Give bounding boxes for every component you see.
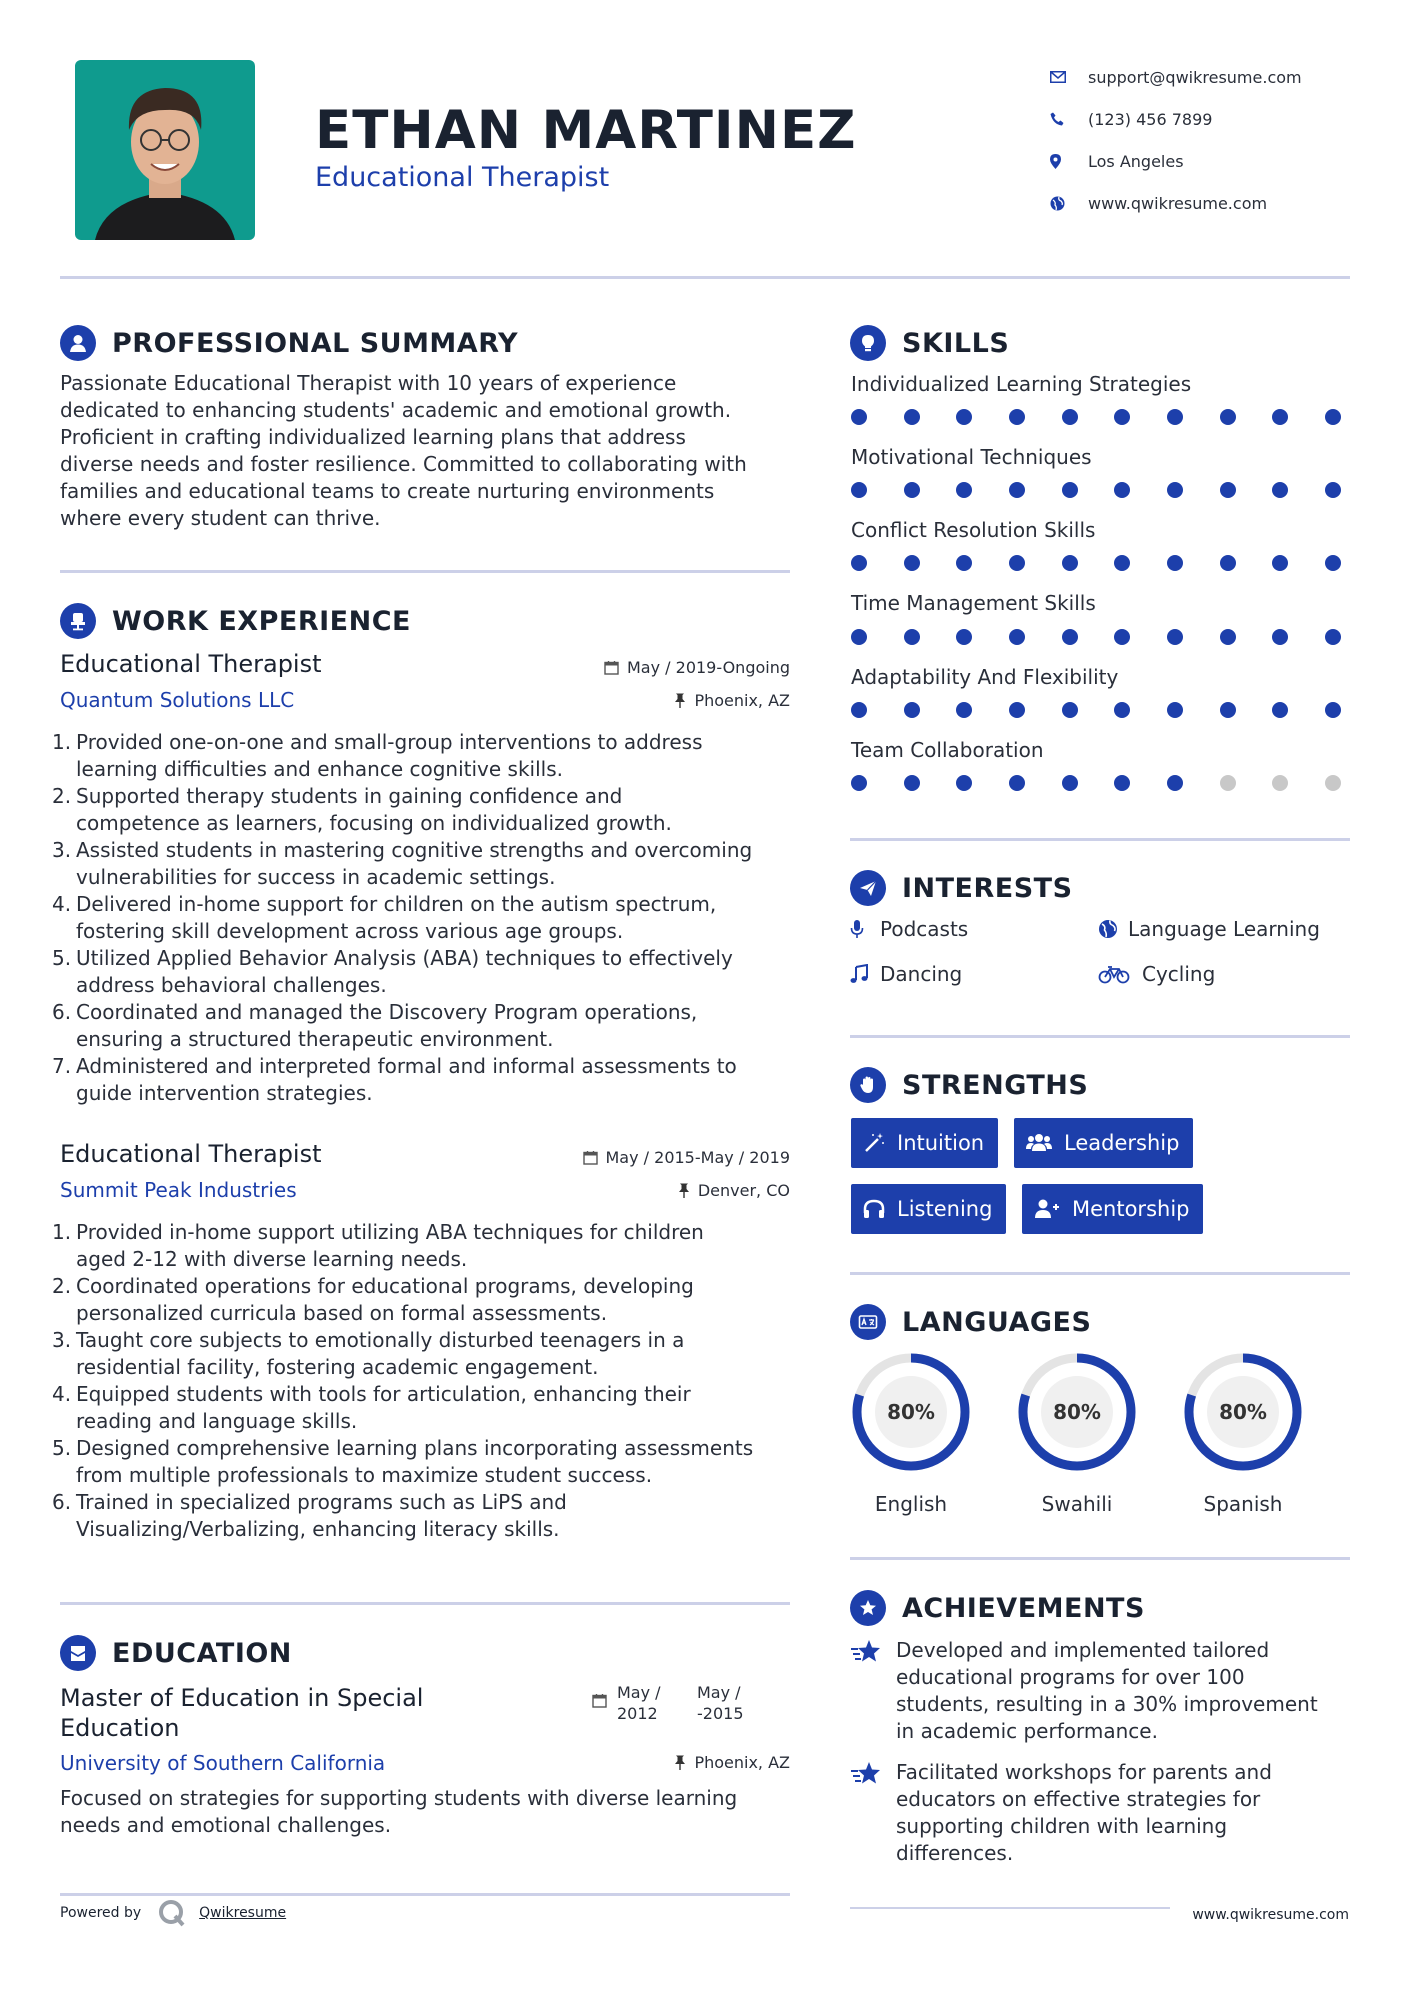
rating-dot-filled bbox=[1009, 555, 1025, 571]
education-date bbox=[592, 1682, 744, 1724]
list-item: 7. Administered and interpreted formal and informal assessments to guide intervention strategies. bbox=[52, 1054, 737, 1105]
degree-line: Master of Education in Special bbox=[60, 1684, 424, 1712]
rating-dot-filled bbox=[1062, 629, 1078, 645]
summary-line: where every student can thrive. bbox=[60, 506, 381, 530]
rating-dot-filled bbox=[1325, 702, 1341, 718]
rating-dot-filled bbox=[904, 409, 920, 425]
microphone-icon bbox=[850, 919, 880, 939]
rating-dot-filled bbox=[851, 555, 867, 571]
list-item: 3. Assisted students in mastering cognitive strengths and overcoming vulnerabilities for success in academic settings. bbox=[52, 838, 753, 889]
rating-dot-filled bbox=[1062, 702, 1078, 718]
rating-dot-filled bbox=[1062, 775, 1078, 791]
rating-dot-filled bbox=[1220, 629, 1236, 645]
contact-phone[interactable] bbox=[1050, 98, 1390, 140]
rating-dot-filled bbox=[851, 702, 867, 718]
svg-text:80%: 80% bbox=[887, 1400, 935, 1424]
rating-dot-filled bbox=[1114, 629, 1130, 645]
education-location bbox=[560, 1753, 790, 1772]
summary-line: Proficient in crafting individualized learning plans that address bbox=[60, 425, 686, 449]
job-title: Educational Therapist bbox=[60, 650, 322, 678]
rating-dot-filled bbox=[851, 775, 867, 791]
rating-dot-filled bbox=[1167, 482, 1183, 498]
rating-dot-filled bbox=[1114, 702, 1130, 718]
rating-dot-filled bbox=[904, 775, 920, 791]
star-badge-icon bbox=[850, 1590, 886, 1626]
globe-icon bbox=[1098, 919, 1128, 939]
skill-rating bbox=[851, 775, 1341, 791]
rating-dot-filled bbox=[1114, 482, 1130, 498]
rating-dot-filled bbox=[904, 702, 920, 718]
rating-dot-filled bbox=[956, 409, 972, 425]
job-date bbox=[560, 658, 790, 677]
language-gauge bbox=[1015, 1350, 1139, 1474]
profile-photo bbox=[75, 60, 255, 240]
interest-podcasts bbox=[850, 917, 968, 941]
language-name: Spanish bbox=[1203, 1492, 1283, 1516]
rating-dot-filled bbox=[1062, 409, 1078, 425]
language-spanish bbox=[1181, 1350, 1305, 1516]
achievement-item: Facilitated workshops for parents and educators on effective strategies for supporting children with learning differences. bbox=[850, 1759, 1350, 1867]
users-icon bbox=[1026, 1132, 1052, 1154]
map-pin-icon bbox=[1050, 154, 1088, 169]
rating-dot-filled bbox=[1167, 775, 1183, 791]
list-item: 1. Provided one-on-one and small-group interventions to address learning difficulties and enhance cognitive skills. bbox=[52, 730, 703, 781]
briefcase-chair-icon bbox=[60, 603, 96, 639]
strength-chip-intuition bbox=[851, 1118, 998, 1168]
star-icon bbox=[850, 1759, 896, 1867]
interest-label: Dancing bbox=[880, 962, 963, 986]
list-item: 1. Provided in-home support utilizing ABA techniques for children aged 2-12 with diverse learning needs. bbox=[52, 1220, 704, 1271]
skill-name: Motivational Techniques bbox=[851, 445, 1092, 469]
user-plus-icon bbox=[1034, 1198, 1060, 1220]
achievements-heading-text: ACHIEVEMENTS bbox=[902, 1592, 1145, 1624]
website-text: www.qwikresume.com bbox=[1088, 193, 1268, 213]
section-divider bbox=[850, 1557, 1350, 1560]
rating-dot-filled bbox=[1272, 629, 1288, 645]
rating-dot-filled bbox=[1167, 629, 1183, 645]
rating-dot-filled bbox=[1062, 555, 1078, 571]
phone-text: (123) 456 7899 bbox=[1088, 109, 1213, 129]
skill-name: Adaptability And Flexibility bbox=[851, 665, 1119, 689]
rating-dot-filled bbox=[1325, 555, 1341, 571]
list-item: 2. Coordinated operations for educational programs, developing personalized curricula based on formal assessments. bbox=[52, 1274, 694, 1325]
section-divider bbox=[850, 838, 1350, 841]
job-location bbox=[560, 1181, 790, 1200]
job-date bbox=[560, 1148, 790, 1167]
bicycle-icon bbox=[1098, 964, 1142, 984]
rating-dot-filled bbox=[1114, 775, 1130, 791]
interests-heading bbox=[850, 870, 1073, 906]
star-icon bbox=[850, 1637, 896, 1745]
skill-name: Conflict Resolution Skills bbox=[851, 518, 1096, 542]
rating-dot-filled bbox=[956, 702, 972, 718]
strength-label: Intuition bbox=[897, 1131, 985, 1155]
list-item: 2. Supported therapy students in gaining confidence and competence as learners, focusing on individualized growth. bbox=[52, 784, 672, 835]
skill-rating bbox=[851, 555, 1341, 571]
summary-line: Passionate Educational Therapist with 10 years of experience bbox=[60, 371, 677, 395]
summary-text bbox=[60, 370, 800, 532]
education-location-text: Phoenix, AZ bbox=[694, 1753, 790, 1772]
rating-dot-filled bbox=[1220, 482, 1236, 498]
list-item: 3. Taught core subjects to emotionally disturbed teenagers in a residential facility, fostering academic engagement. bbox=[52, 1328, 685, 1379]
svg-text:80%: 80% bbox=[1053, 1400, 1101, 1424]
rating-dot-filled bbox=[956, 629, 972, 645]
envelope-icon bbox=[1050, 71, 1088, 83]
rating-dot-filled bbox=[956, 555, 972, 571]
degree-title bbox=[60, 1683, 480, 1743]
education-heading bbox=[60, 1635, 292, 1671]
svg-text:80%: 80% bbox=[1219, 1400, 1267, 1424]
rating-dot-filled bbox=[851, 482, 867, 498]
job-title: Educational Therapist bbox=[60, 1140, 322, 1168]
work-heading-text: WORK EXPERIENCE bbox=[112, 605, 411, 637]
list-item: 5. Utilized Applied Behavior Analysis (ABA) techniques to effectively address behavioral challenges. bbox=[52, 946, 733, 997]
footer-divider bbox=[850, 1907, 1170, 1909]
section-divider bbox=[850, 1272, 1350, 1275]
languages-heading bbox=[850, 1304, 1091, 1340]
rating-dot-filled bbox=[851, 409, 867, 425]
summary-line: diverse needs and foster resilience. Committed to collaborating with bbox=[60, 452, 747, 476]
interest-dancing bbox=[850, 962, 962, 986]
calendar-icon bbox=[604, 660, 619, 675]
calendar-icon bbox=[592, 1693, 607, 1708]
list-item: 5. Designed comprehensive learning plans incorporating assessments from multiple professionals to maximize student success. bbox=[52, 1436, 754, 1487]
list-item: 6. Trained in specialized programs such as LiPS and Visualizing/Verbalizing, enhancing literacy skills. bbox=[52, 1490, 567, 1541]
rating-dot-filled bbox=[1272, 409, 1288, 425]
email-text: support@qwikresume.com bbox=[1088, 67, 1302, 87]
list-item: 6. Coordinated and managed the Discovery Program operations, ensuring a structured therapeutic environment. bbox=[52, 1000, 698, 1051]
contact-website[interactable] bbox=[1050, 182, 1390, 224]
rating-dot-filled bbox=[1009, 482, 1025, 498]
rating-dot-filled bbox=[1167, 555, 1183, 571]
rating-dot-filled bbox=[1220, 555, 1236, 571]
qwikresume-link[interactable]: Qwikresume bbox=[199, 1905, 287, 1921]
job-location-text: Denver, CO bbox=[697, 1181, 790, 1200]
pushpin-icon bbox=[678, 1183, 690, 1198]
candidate-title: Educational Therapist bbox=[315, 162, 610, 193]
rating-dot-filled bbox=[1220, 409, 1236, 425]
strengths-heading bbox=[850, 1067, 1088, 1103]
hand-icon bbox=[850, 1067, 886, 1103]
strength-label: Mentorship bbox=[1072, 1197, 1190, 1221]
skills-heading bbox=[850, 325, 1009, 361]
music-note-icon bbox=[850, 964, 880, 984]
rating-dot-filled bbox=[1325, 409, 1341, 425]
footer-website[interactable]: www.qwikresume.com bbox=[1192, 1907, 1349, 1923]
language-gauge bbox=[1181, 1350, 1305, 1474]
user-icon bbox=[60, 325, 96, 361]
section-divider bbox=[60, 1602, 790, 1605]
contact-info bbox=[1050, 56, 1390, 224]
rating-dot-empty bbox=[1272, 775, 1288, 791]
list-item: 4. Delivered in-home support for children on the autism spectrum, fostering skill development across various age groups. bbox=[52, 892, 717, 943]
education-start: May / 2012 bbox=[617, 1683, 661, 1723]
rating-dot-filled bbox=[1272, 555, 1288, 571]
rating-dot-filled bbox=[1220, 702, 1236, 718]
strength-label: Leadership bbox=[1064, 1131, 1180, 1155]
education-heading-text: EDUCATION bbox=[112, 1637, 292, 1669]
phone-icon bbox=[1050, 112, 1088, 126]
section-divider bbox=[850, 1035, 1350, 1038]
interests-heading-text: INTERESTS bbox=[902, 872, 1073, 904]
school-name: University of Southern California bbox=[60, 1751, 386, 1775]
job-location bbox=[560, 691, 790, 710]
rating-dot-filled bbox=[1325, 482, 1341, 498]
summary-line: families and educational teams to create nurturing environments bbox=[60, 479, 715, 503]
language-name: English bbox=[874, 1492, 948, 1516]
skill-rating bbox=[851, 702, 1341, 718]
strength-chip-leadership bbox=[1014, 1118, 1193, 1168]
powered-by-text: Powered by bbox=[60, 1905, 142, 1921]
interest-language-learning bbox=[1098, 917, 1320, 941]
skill-name: Time Management Skills bbox=[851, 591, 1096, 615]
skill-name: Individualized Learning Strategies bbox=[851, 372, 1192, 396]
skills-heading-text: SKILLS bbox=[902, 327, 1010, 359]
contact-location bbox=[1050, 140, 1390, 182]
candidate-name: ETHAN MARTINEZ bbox=[315, 100, 857, 161]
rating-dot-filled bbox=[956, 482, 972, 498]
skill-name: Team Collaboration bbox=[851, 738, 1044, 762]
rating-dot-filled bbox=[1009, 702, 1025, 718]
rating-dot-filled bbox=[1009, 409, 1025, 425]
rating-dot-filled bbox=[1114, 555, 1130, 571]
strength-label: Listening bbox=[897, 1197, 993, 1221]
education-end: May / -2015 bbox=[697, 1683, 744, 1723]
strengths-heading-text: STRENGTHS bbox=[902, 1069, 1089, 1101]
rating-dot-filled bbox=[1062, 482, 1078, 498]
education-description: Focused on strategies for supporting students with diverse learning needs and emotional challenges. bbox=[60, 1786, 738, 1837]
company-name: Summit Peak Industries bbox=[60, 1178, 297, 1202]
section-divider bbox=[60, 570, 790, 573]
summary-heading bbox=[60, 325, 518, 361]
language-icon bbox=[850, 1304, 886, 1340]
language-name: Swahili bbox=[1041, 1492, 1113, 1516]
job-duties bbox=[52, 1219, 802, 1543]
skill-rating bbox=[851, 482, 1341, 498]
header-divider bbox=[60, 276, 1350, 279]
languages-heading-text: LANGUAGES bbox=[902, 1306, 1092, 1338]
headphones-icon bbox=[863, 1198, 885, 1220]
rating-dot-empty bbox=[1325, 775, 1341, 791]
summary-heading-text: PROFESSIONAL SUMMARY bbox=[112, 327, 519, 359]
magic-wand-icon bbox=[863, 1132, 885, 1154]
interest-cycling bbox=[1098, 962, 1215, 986]
interest-label: Podcasts bbox=[880, 917, 969, 941]
achievement-item: Developed and implemented tailored educational programs for over 100 students, resulting in a 30% improvement in academic performance. bbox=[850, 1637, 1350, 1745]
skill-rating bbox=[851, 629, 1341, 645]
summary-line: dedicated to enhancing students' academic and emotional growth. bbox=[60, 398, 732, 422]
interest-label: Language Learning bbox=[1128, 917, 1320, 941]
language-swahili bbox=[1015, 1350, 1139, 1516]
rating-dot-filled bbox=[1009, 775, 1025, 791]
rating-dot-filled bbox=[1114, 409, 1130, 425]
company-name: Quantum Solutions LLC bbox=[60, 688, 295, 712]
job-date-text: May / 2015-May / 2019 bbox=[605, 1148, 790, 1167]
job-date-text: May / 2019-Ongoing bbox=[627, 658, 790, 677]
language-english bbox=[849, 1350, 973, 1516]
rating-dot-filled bbox=[1272, 702, 1288, 718]
graduation-icon bbox=[60, 1635, 96, 1671]
achievements-heading bbox=[850, 1590, 1145, 1626]
pushpin-icon bbox=[674, 1755, 686, 1770]
pushpin-icon bbox=[674, 693, 686, 708]
interest-label: Cycling bbox=[1142, 962, 1216, 986]
rating-dot-filled bbox=[1272, 482, 1288, 498]
footer-divider bbox=[60, 1893, 790, 1896]
rating-dot-filled bbox=[1167, 409, 1183, 425]
rating-dot-empty bbox=[1220, 775, 1236, 791]
work-heading bbox=[60, 603, 411, 639]
paper-plane-icon bbox=[850, 870, 886, 906]
rating-dot-filled bbox=[904, 555, 920, 571]
rating-dot-filled bbox=[1167, 702, 1183, 718]
rating-dot-filled bbox=[904, 482, 920, 498]
contact-email[interactable] bbox=[1050, 56, 1390, 98]
language-gauge bbox=[849, 1350, 973, 1474]
job-location-text: Phoenix, AZ bbox=[694, 691, 790, 710]
calendar-icon bbox=[583, 1150, 598, 1165]
globe-icon bbox=[1050, 196, 1088, 211]
skill-rating bbox=[851, 409, 1341, 425]
lightbulb-icon bbox=[850, 325, 886, 361]
rating-dot-filled bbox=[956, 775, 972, 791]
job-duties bbox=[52, 729, 802, 1107]
footer-powered-by bbox=[60, 1898, 286, 1928]
strength-chip-mentorship bbox=[1022, 1184, 1203, 1234]
rating-dot-filled bbox=[1009, 629, 1025, 645]
strength-chip-listening bbox=[851, 1184, 1006, 1234]
rating-dot-filled bbox=[1325, 629, 1341, 645]
degree-line: Education bbox=[60, 1714, 180, 1742]
qwikresume-logo-icon bbox=[157, 1898, 187, 1928]
list-item: 4. Equipped students with tools for articulation, enhancing their reading and language skills. bbox=[52, 1382, 691, 1433]
location-text: Los Angeles bbox=[1088, 151, 1184, 171]
rating-dot-filled bbox=[851, 629, 867, 645]
rating-dot-filled bbox=[904, 629, 920, 645]
